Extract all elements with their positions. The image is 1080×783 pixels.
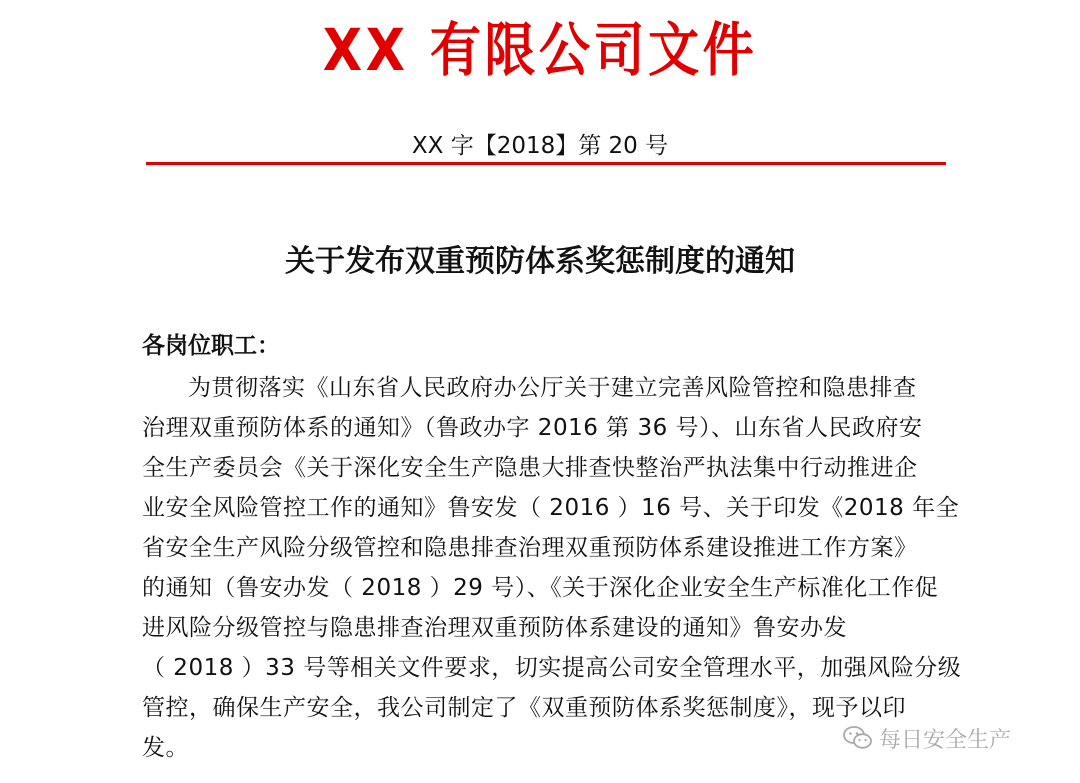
body-line: 的通知（鲁安办发（ 2018 ）29 号）、《关于深化企业安全生产标准化工作促: [142, 575, 939, 601]
body-line: 为贯彻落实《山东省人民政府办公厅关于建立完善风险管控和隐患排查: [188, 375, 917, 401]
body-line: 管控，确保生产安全，我公司制定了《双重预防体系奖惩制度》，现予以印: [142, 695, 906, 721]
salutation: 各岗位职工：: [142, 333, 280, 359]
body-line: 进风险分级管控与隐患排查治理双重预防体系建设的通知》鲁安办发: [142, 615, 847, 641]
watermark-text: 每日安全生产: [879, 727, 1012, 753]
body-line: 治理双重预防体系的通知》（鲁政办字 2016 第 36 号）、山东省人民政府安: [142, 415, 923, 441]
body-line: 全生产委员会《关于深化安全生产隐患大排查快整治严执法集中行动推进企: [142, 455, 918, 481]
body-line: 发。: [142, 735, 189, 761]
document-body: [142, 368, 982, 768]
watermark: [843, 720, 1011, 756]
body-line: 省安全生产风险分级管控和隐患排查治理双重预防体系建设推进工作方案》: [142, 535, 918, 561]
body-line: 业安全风险管控工作的通知》鲁安发（ 2016 ）16 号、关于印发《2018 年全: [142, 495, 960, 521]
document-title: 关于发布双重预防体系奖惩制度的通知: [285, 244, 795, 279]
document-number: XX 字【2018】第 20 号: [411, 133, 669, 159]
header-red-rule: [146, 162, 946, 165]
wechat-icon: [843, 725, 873, 751]
company-header-title: XX 有限公司文件: [322, 16, 758, 84]
body-line: （ 2018 ）33 号等相关文件要求，切实提高公司安全管理水平，加强风险分级: [142, 655, 962, 681]
